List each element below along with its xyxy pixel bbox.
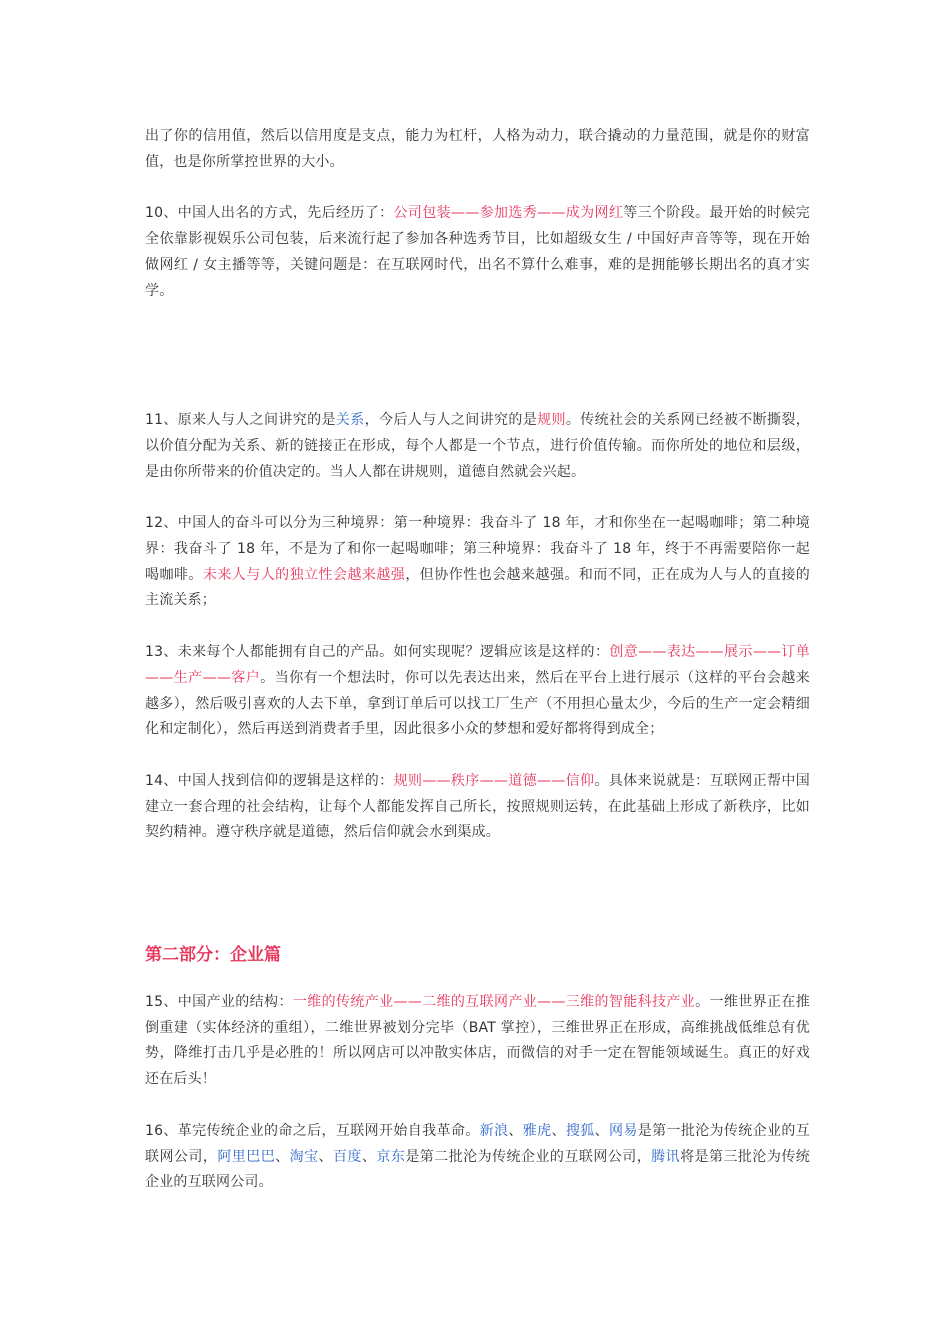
text-run: 将是第三批沦为传统企业的互联网公司。 [145,1148,810,1191]
text-run: 16、革完传统企业的命之后，互联网开始自我革命。 [145,1122,480,1139]
text-run: 11、原来人与人之间讲究的是 [145,412,336,429]
text-run: ，但协作性也会越来越强。和而不同，正在成为人与人的直接的主流关系； [145,566,810,609]
highlight-text: 规则 [537,412,566,429]
spacer [145,1093,810,1119]
highlight-text: 规则——秩序——道德——信仰 [393,772,595,789]
separator: 、 [508,1122,523,1139]
highlight-text: 关系 [335,412,365,429]
spacer [145,614,810,640]
spacer [145,175,810,201]
paragraph-13 [145,640,810,743]
text-run: 是第二批沦为传统企业的互联网公司， [405,1148,652,1165]
text-run: 等三个阶段。最开始的时候完全依靠影视娱乐公司包装，后来流行起了参加各种选秀节目，比如超级女生 / 中国好声音等等，现在开始做网红 / 女主播等等，关键问题是：在互联网时代，出名不算什么难事，难的是拥能够长期出名的真才实学。 [145,205,810,299]
company-name: 搜狐 [565,1122,595,1139]
separator: 、 [275,1148,290,1165]
text-run: 。当你有一个想法时，你可以先表达出来，然后在平台上进行展示（这样的平台会越来越多），然后吸引喜欢的人去下单，拿到订单后可以找工厂生产（不用担心量太少，今后的生产一定会精细化和定制化），然后再送到消费者手里，因此很多小众的梦想和爱好都将得到成全； [145,669,810,738]
company-name: 百度 [333,1148,362,1165]
highlight-text: 一维的传统产业——二维的互联网产业——三维的智能科技产业 [292,994,696,1011]
spacer [145,485,810,511]
paragraph-intro [145,124,810,175]
text-run: 。具体来说就是：互联网正帮中国建立一套合理的社会结构，让每个人都能发挥自己所长，按照规则运转，在此基础上形成了新秩序，比如契约精神。遵守秩序就是道德，然后信仰就会水到渠成。 [145,772,810,841]
text-run: 12、中国人的奋斗可以分为三种境界：第一种境界：我奋斗了 18 年，才和你坐在一起喝咖啡；第二种境界：我奋斗了 18 年，不是为了和你一起喝咖啡；第三种境界：我奋斗了 18 年，终于不再需要陪你一起喝咖啡。 [145,515,810,583]
company-name: 网易 [608,1122,638,1139]
spacer [145,846,810,942]
separator: 、 [551,1122,566,1139]
highlight-text: 未来人与人的独立性会越来越强 [202,566,406,583]
text-run: 出了你的信用值，然后以信用度是支点，能力为杠杆，人格为动力，联合撬动的力量范围，就是你的财富值，也是你所掌控世界的大小。 [145,128,810,170]
text-run: 10、中国人出名的方式，先后经历了： [145,205,394,222]
company-name: 淘宝 [289,1148,319,1165]
paragraph-10 [145,201,810,304]
text-run: 13、未来每个人都能拥有自己的产品。如何实现呢？逻辑应该是这样的： [145,644,610,661]
text-run: 。传统社会的关系网已经被不断撕裂，以价值分配为关系、新的链接正在形成，每个人都是一个节点，进行价值传输。而你所处的地位和层级，是由你所带来的价值决定的。当人人都在讲规则，道德自然就会兴起。 [145,412,810,480]
paragraph-14 [145,769,810,846]
separator: 、 [594,1122,609,1139]
spacer [145,304,810,408]
text-run: 。一维世界正在推倒重建（实体经济的重组），二维世界被划分完毕（BAT 掌控），三维世界正在形成，高维挑战低维总有优势，降维打击几乎是必胜的！所以网店可以冲散实体店，而微信的对手一定在智能领域诞生。真正的好戏还在后头！ [145,994,810,1088]
paragraph-16 [145,1119,810,1196]
highlight-text: 创意——表达——展示——订单——生产——客户 [145,644,810,686]
text-run: 14、中国人找到信仰的逻辑是这样的： [145,772,394,789]
company-name: 阿里巴巴 [217,1148,276,1165]
company-name: 雅虎 [522,1122,552,1139]
text-run: 15、中国产业的结构： [145,994,293,1011]
company-name: 新浪 [479,1122,509,1139]
paragraph-15 [145,990,810,1093]
paragraph-11 [145,408,810,485]
text-run: 是第一批沦为传统企业的互联网公司， [145,1122,810,1165]
separator: 、 [318,1148,334,1165]
spacer [145,968,810,990]
section-heading: 第二部分：企业篇 [145,945,281,966]
text-run: ，今后人与人之间讲究的是 [364,412,538,429]
paragraph-12 [145,511,810,614]
document-page [145,124,810,1196]
highlight-text: 公司包装——参加选秀——成为网红 [393,205,624,222]
spacer [145,743,810,769]
company-name: 腾讯 [651,1148,681,1165]
company-name: 京东 [376,1148,406,1165]
separator: 、 [361,1148,377,1165]
